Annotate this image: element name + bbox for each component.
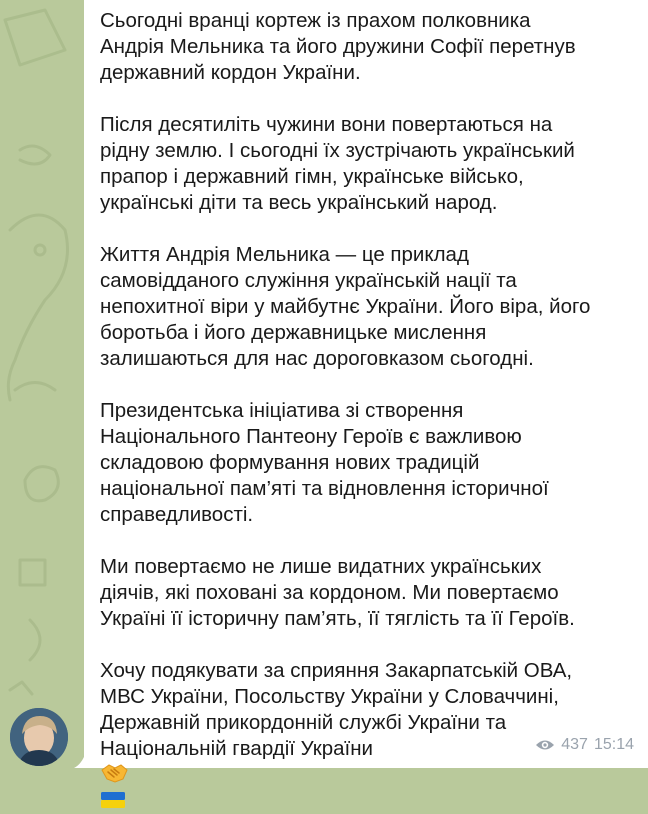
eye-icon — [535, 738, 555, 752]
message-text — [100, 8, 620, 814]
message-time: 15:14 — [593, 736, 634, 753]
ukraine-flag-icon — [100, 790, 126, 810]
message-meta — [535, 736, 634, 754]
message-paragraph: Ми повертаємо не лише видатних українських діячів, які поховані за кордоном. Ми повертаємо Україні її історичну пам’ять, її тяглість та її Героїв. — [100, 555, 575, 630]
message-paragraph-text: Хочу подякувати за сприяння Закарпатській ОВА, МВС України, Посольству України у Словаччині, Державній прикордонній службі України та Національній гвардії України — [100, 659, 573, 760]
message-paragraph: Після десятиліть чужини вони повертаються на рідну землю. І сьогодні їх зустрічають український прапор і державний гімн, українське військо, українські діти та весь український народ. — [100, 113, 575, 214]
message-paragraph: Президентська ініціатива зі створення Національного Пантеону Героїв є важливою складовою формування нових традицій національної пам’яті та відновлення історичної справедливості. — [100, 399, 549, 526]
message-bubble-tail — [74, 752, 86, 768]
avatar-image — [10, 708, 68, 766]
view-count: 437 — [561, 736, 588, 753]
sender-avatar[interactable] — [10, 708, 68, 766]
handshake-icon — [100, 762, 128, 784]
message-paragraph: Життя Андрія Мельника — це приклад самовідданого служіння українській нації та непохитної віри у майбутнє України. Його віра, його боротьба і його державницьке мислення залишаються для нас дороговказом сьогодні. — [100, 243, 591, 370]
message-paragraph: Сьогодні вранці кортеж із прахом полковника Андрія Мельника та його дружини Софії перетнув державний кордон України. — [100, 9, 576, 84]
